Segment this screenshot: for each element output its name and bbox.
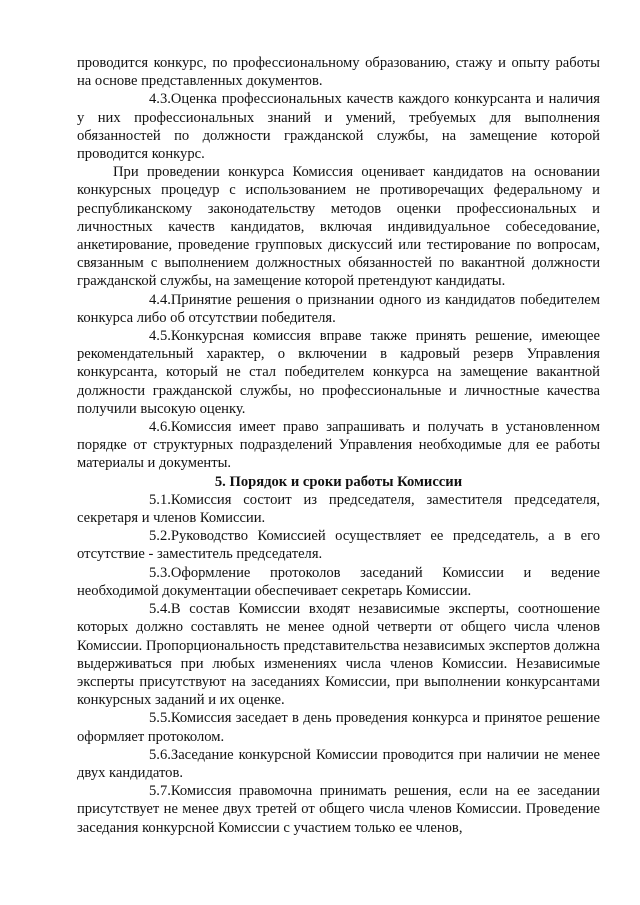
paragraph-text: Оформление протоколов заседаний Комиссии и ведение необходимой документации обеспечивает секретарь Комиссии. bbox=[77, 564, 600, 599]
paragraph bbox=[77, 527, 600, 563]
clause-number: 4.4. bbox=[149, 291, 171, 308]
paragraph bbox=[77, 746, 600, 782]
paragraph bbox=[77, 709, 600, 745]
paragraph-text: Комиссия заседает в день проведения конкурса и принятое решение оформляет протоколом. bbox=[77, 710, 600, 745]
clause-number: 5.2. bbox=[149, 528, 171, 545]
clause-number: 5.4. bbox=[149, 601, 171, 618]
paragraph-continuation bbox=[77, 54, 600, 90]
clause-number: 5.3. bbox=[149, 564, 171, 581]
clause-number: 4.3. bbox=[149, 91, 171, 108]
paragraph-text: При проведении конкурса Комиссия оценивает кандидатов на основании конкурсных процедур с использованием не противоречащих федеральному и республиканскому законодательству методов оценки профессиональных и личностных качеств кандидатов, включая индивидуальное собеседование, анкетирование, проведение групповых дискуссий или тестирование по вопросам, связанным с выполнением должностных обязанностей по вакантной должности гражданской службы, на замещение которой претендуют кандидаты. bbox=[77, 164, 600, 290]
paragraph-text: Комиссия правомочна принимать решения, если на ее заседании присутствует не менее двух третей от общего числа членов Комиссии. Проведение заседания конкурсной Комиссии с участием только ее членов, bbox=[77, 783, 600, 836]
paragraph bbox=[77, 291, 600, 327]
paragraph bbox=[77, 491, 600, 527]
paragraph-text: Оценка профессиональных качеств каждого конкурсанта и наличия у них профессиональных знаний и умений, требуемых для выполнения обязанностей по должности гражданской службы, на замещение которой проводится конкурс. bbox=[77, 91, 600, 163]
clause-number: 5.6. bbox=[149, 746, 171, 763]
paragraph bbox=[77, 90, 600, 163]
paragraph bbox=[77, 782, 600, 837]
paragraph-text: Принятие решения о признании одного из кандидатов победителем конкурса либо об отсутствии победителя. bbox=[77, 291, 600, 326]
paragraph-text: Конкурсная комиссия вправе также принять решение, имеющее рекомендательный характер, о включении в кадровый резерв Управления конкурсанта, который не стал победителем конкурса на замещение вакантной должности гражданской службы, но профессиональные и личностные качества получили высокую оценку. bbox=[77, 328, 600, 417]
clause-number: 5.1. bbox=[149, 491, 171, 508]
document-body bbox=[77, 54, 600, 837]
paragraph-text: Руководство Комиссией осуществляет ее председатель, а в его отсутствие - заместитель председателя. bbox=[77, 528, 600, 563]
paragraph bbox=[77, 600, 600, 709]
clause-number: 5.5. bbox=[149, 710, 171, 727]
section-heading bbox=[77, 473, 600, 491]
paragraph-text: 5. Порядок и сроки работы Комиссии bbox=[214, 473, 463, 490]
clause-number: 4.5. bbox=[149, 328, 171, 345]
paragraph bbox=[77, 163, 600, 290]
paragraph-text: Комиссия имеет право запрашивать и получать в установленном порядке от структурных подразделений Управления необходимые для ее работы материалы и документы. bbox=[77, 419, 600, 472]
paragraph bbox=[77, 418, 600, 473]
clause-number: 5.7. bbox=[149, 783, 171, 800]
clause-number: 4.6. bbox=[149, 419, 171, 436]
paragraph-text: Комиссия состоит из председателя, заместителя председателя, секретаря и членов Комиссии. bbox=[77, 491, 600, 527]
paragraph-text: В состав Комиссии входят независимые эксперты, соотношение которых должно составлять не менее одной четверти от общего числа членов Комиссии. Пропорциональность представительства независимых экспертов должна выдерживаться при любых изменениях числа членов Комиссии. Независимые эксперты присутствуют на заседаниях Комиссии, при выполнении конкурсантами конкурсных заданий и их оценке. bbox=[77, 601, 600, 709]
paragraph bbox=[77, 327, 600, 418]
paragraph-text: проводится конкурс, по профессиональному образованию, стажу и опыту работы на основе представленных документов. bbox=[77, 55, 600, 90]
paragraph bbox=[77, 564, 600, 600]
paragraph-text: Заседание конкурсной Комиссии проводится при наличии не менее двух кандидатов. bbox=[77, 746, 600, 781]
